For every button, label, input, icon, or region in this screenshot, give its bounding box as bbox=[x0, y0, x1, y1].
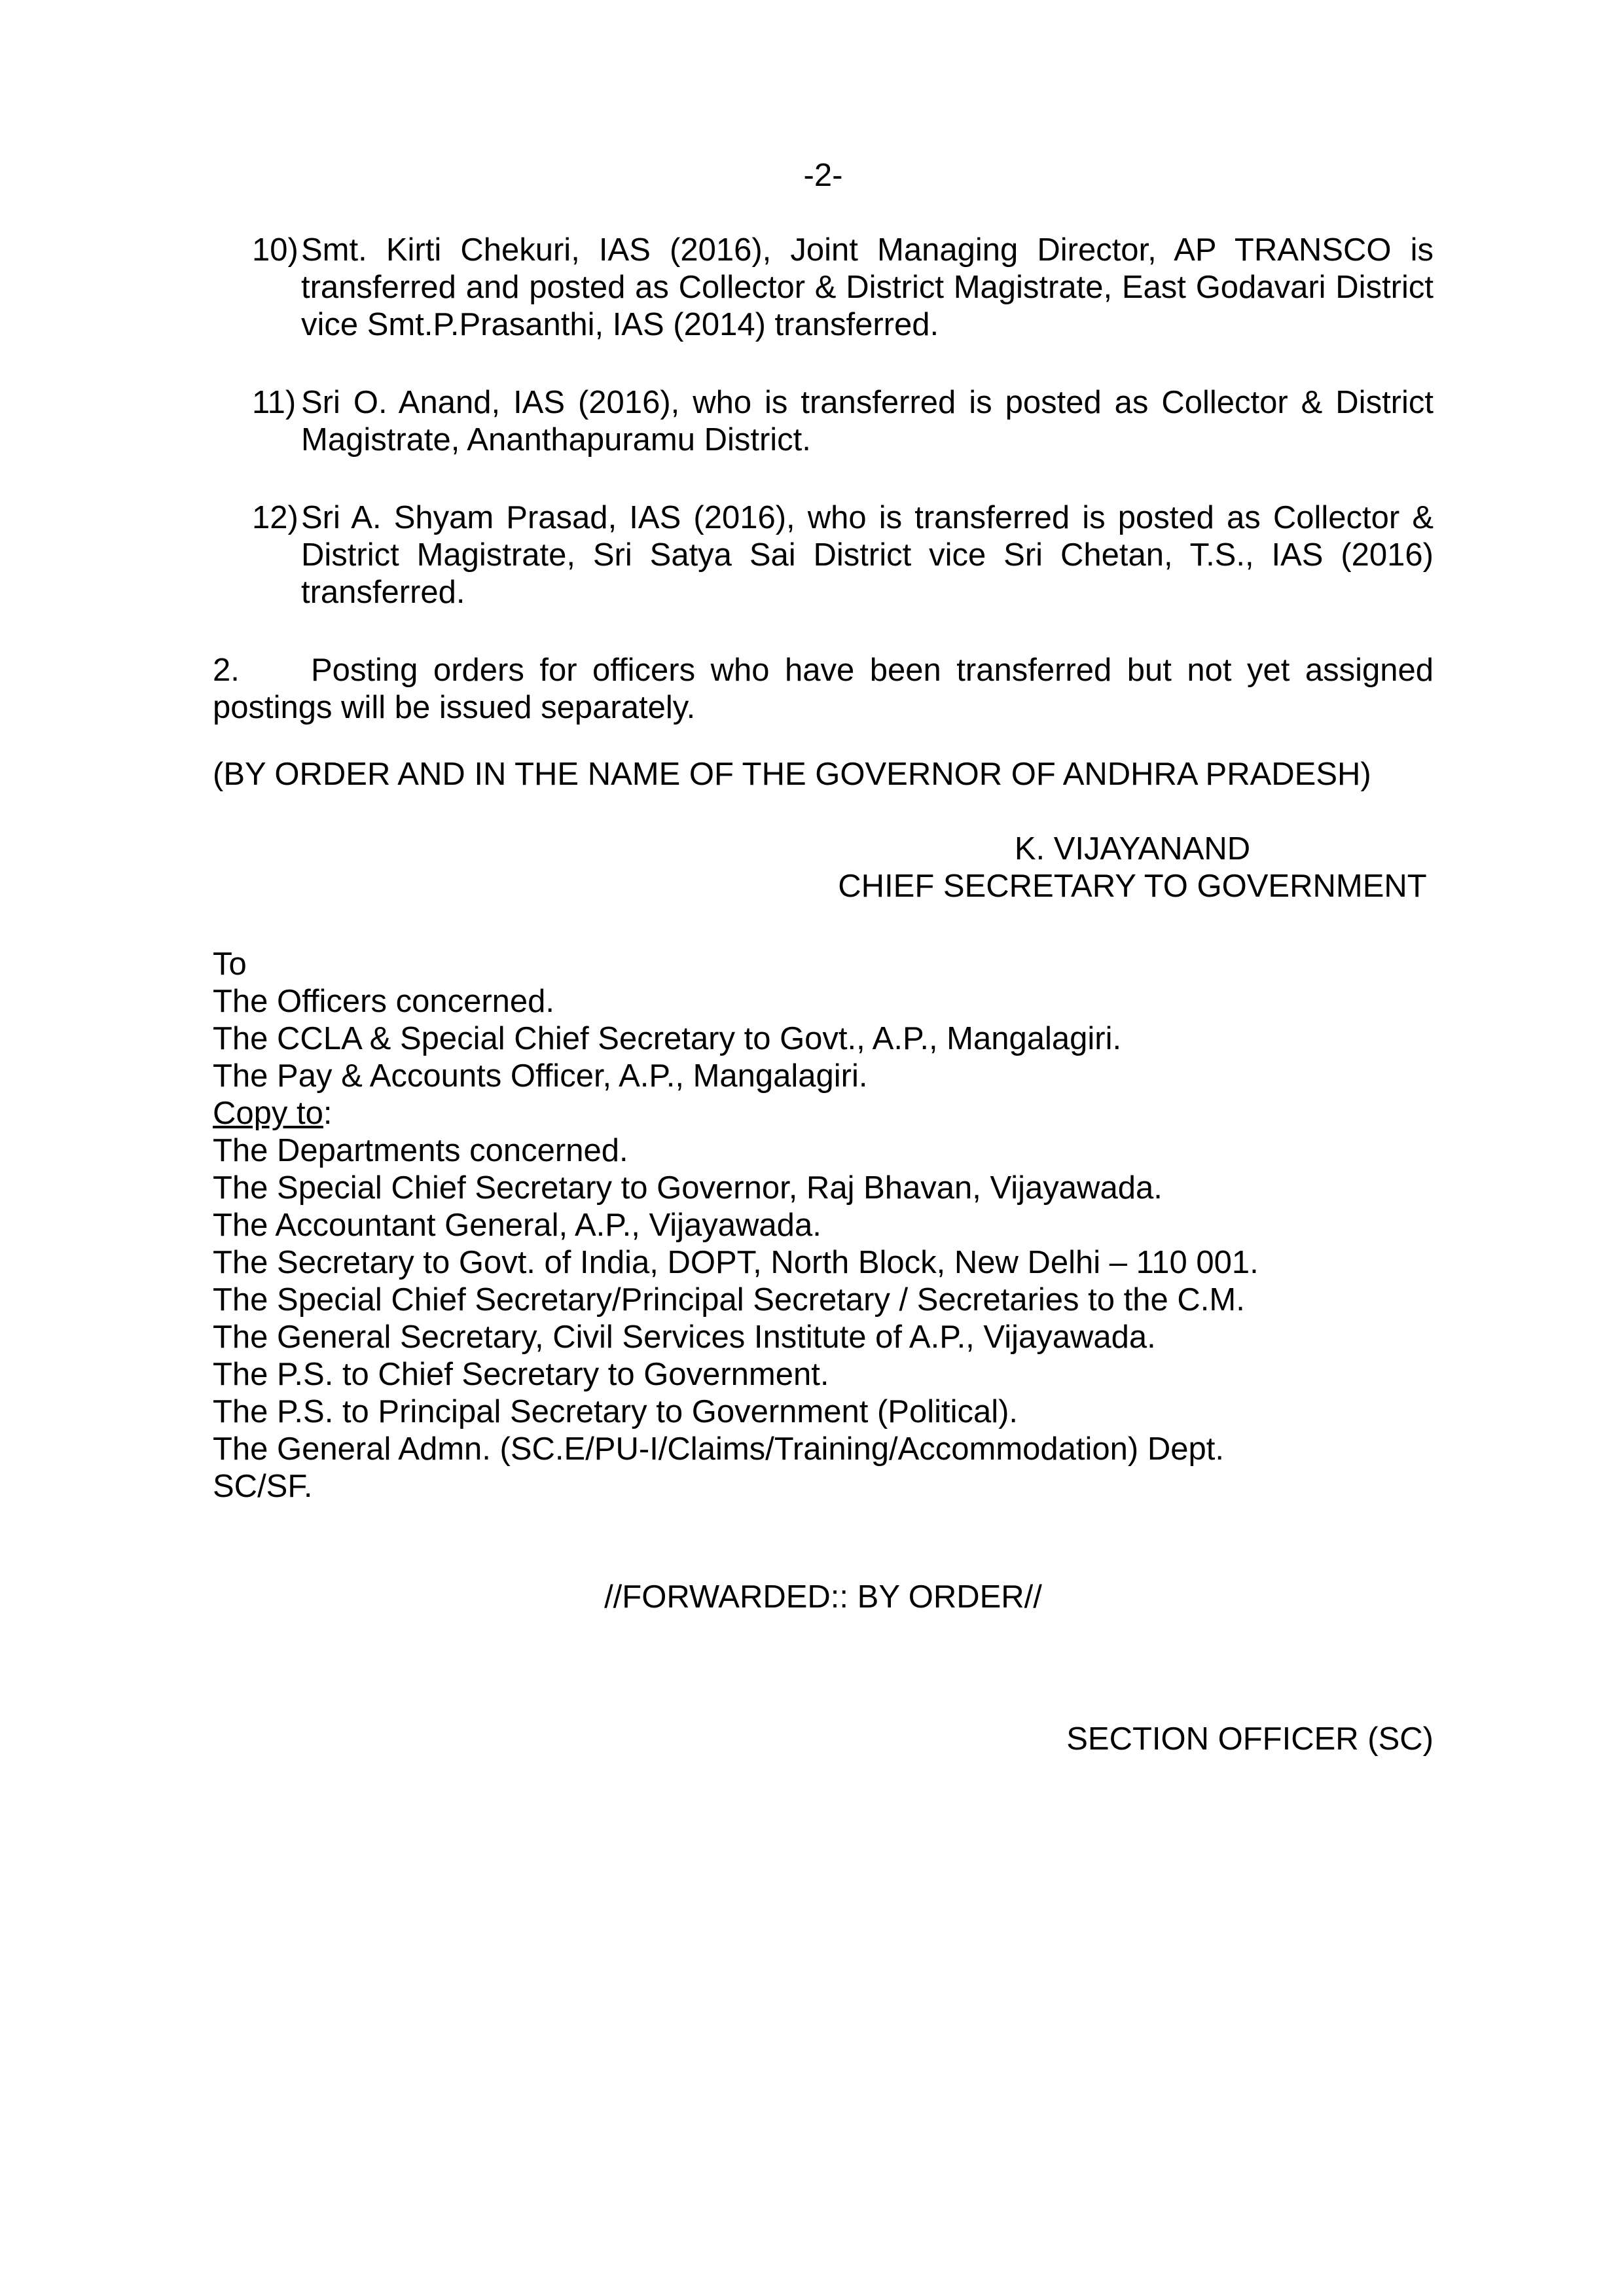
copy-to-label-text: Copy to bbox=[213, 1096, 323, 1131]
copy-to-label bbox=[213, 1095, 1434, 1132]
copy-line: The General Secretary, Civil Services Institute of A.P., Vijayawada. bbox=[213, 1319, 1156, 1355]
page-number: -2- bbox=[803, 158, 843, 193]
paragraph-2-text: Posting orders for officers who have been transferred but not yet assigned postings will be issued separately. bbox=[213, 653, 1434, 725]
signatory-title: CHIEF SECRETARY TO GOVERNMENT bbox=[838, 869, 1427, 904]
forwarded-line: //FORWARDED:: BY ORDER// bbox=[604, 1579, 1042, 1615]
signatory-name: K. VIJAYANAND bbox=[1014, 831, 1251, 867]
copy-line: The P.S. to Chief Secretary to Government. bbox=[213, 1357, 829, 1392]
list-item-11 bbox=[213, 384, 1434, 459]
list-item-11-number: 11) bbox=[252, 385, 297, 420]
list-item-10 bbox=[213, 232, 1434, 344]
list-item-12-text: Sri A. Shyam Prasad, IAS (2016), who is transferred is posted as Collector & District Magistrate, Sri Satya Sai District vice Sri Chetan, T.S., IAS (2016) transferred. bbox=[301, 500, 1434, 610]
copy-line: The Accountant General, A.P., Vijayawada. bbox=[213, 1208, 821, 1243]
list-item-11-text: Sri O. Anand, IAS (2016), who is transferred is posted as Collector & District Magistrate, Ananthapuramu District. bbox=[301, 385, 1434, 457]
copy-line: The Special Chief Secretary/Principal Secretary / Secretaries to the C.M. bbox=[213, 1282, 1245, 1318]
copy-to-label-colon: : bbox=[323, 1096, 333, 1131]
paragraph-2 bbox=[213, 652, 1434, 726]
list-item-10-text: Smt. Kirti Chekuri, IAS (2016), Joint Managing Director, AP TRANSCO is transferred and posted as Collector & District Magistrate, East Godavari District vice Smt.P.Prasanthi, IAS (2014) transferred. bbox=[301, 232, 1434, 342]
addressee-line: The Officers concerned. bbox=[213, 984, 555, 1019]
to-label: To bbox=[213, 946, 247, 982]
copy-line: The Secretary to Govt. of India, DOPT, North Block, New Delhi – 110 001. bbox=[213, 1245, 1259, 1280]
list-item-10-number: 10) bbox=[252, 232, 298, 268]
list-item-12-number: 12) bbox=[252, 500, 298, 535]
section-officer-line: SECTION OFFICER (SC) bbox=[1066, 1721, 1434, 1757]
copy-line: The Departments concerned. bbox=[213, 1133, 628, 1168]
document-content bbox=[213, 0, 1434, 1758]
signature-block bbox=[831, 831, 1434, 905]
addressee-line: The CCLA & Special Chief Secretary to Govt., A.P., Mangalagiri. bbox=[213, 1021, 1122, 1056]
copy-line: The Special Chief Secretary to Governor, Raj Bhavan, Vijayawada. bbox=[213, 1170, 1163, 1206]
copy-line: SC/SF. bbox=[213, 1469, 313, 1504]
copy-line: The P.S. to Principal Secretary to Government (Political). bbox=[213, 1394, 1019, 1429]
by-order-line: (BY ORDER AND IN THE NAME OF THE GOVERNOR OF ANDHRA PRADESH) bbox=[213, 757, 1371, 792]
addressees-block bbox=[213, 946, 1434, 1505]
addressee-line: The Pay & Accounts Officer, A.P., Mangalagiri. bbox=[213, 1058, 868, 1094]
copy-line: The General Admn. (SC.E/PU-I/Claims/Training/Accommodation) Dept. bbox=[213, 1431, 1224, 1467]
list-item-12 bbox=[213, 499, 1434, 611]
paragraph-2-number: 2. bbox=[213, 653, 240, 688]
